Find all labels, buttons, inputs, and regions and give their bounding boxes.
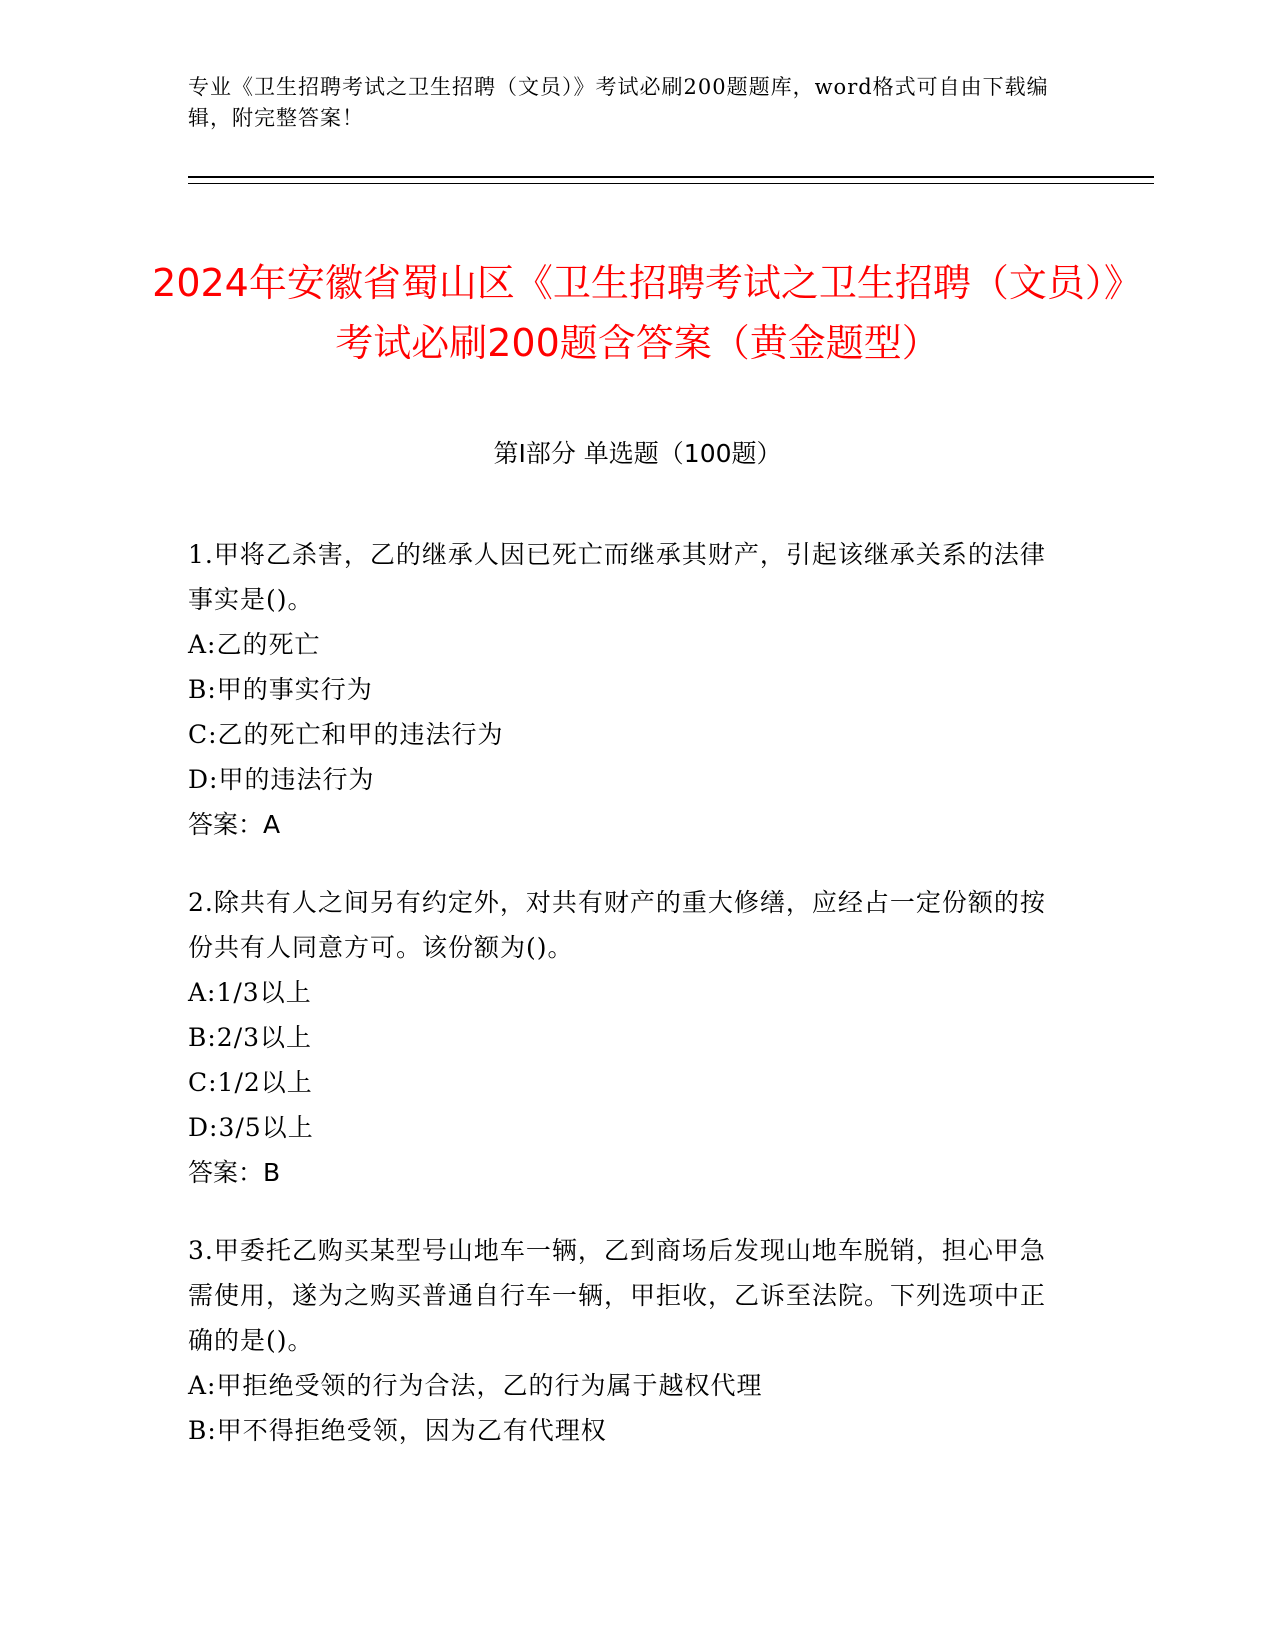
question-2 xyxy=(188,880,1068,1195)
option-c: C:1/2以上 xyxy=(188,1068,313,1097)
question-stem: 1.甲将乙杀害，乙的继承人因已死亡而继承其财产，引起该继承关系的法律事实是()。 xyxy=(188,540,1046,614)
question-3 xyxy=(188,1228,1068,1453)
option-a: A:乙的死亡 xyxy=(188,630,321,659)
answer-line: 答案：A xyxy=(188,810,281,839)
question-list xyxy=(188,532,1068,1486)
option-d: D:3/5以上 xyxy=(188,1113,314,1142)
question-stem: 3.甲委托乙购买某型号山地车一辆，乙到商场后发现山地车脱销，担心甲急需使用，遂为之购买普通自行车一辆，甲拒收，乙诉至法院。下列选项中正确的是()。 xyxy=(188,1236,1047,1355)
option-a: A:1/3以上 xyxy=(188,978,312,1007)
option-a: A:甲拒绝受领的行为合法，乙的行为属于越权代理 xyxy=(188,1371,763,1400)
option-c: C:乙的死亡和甲的违法行为 xyxy=(188,720,504,749)
question-stem: 2.除共有人之间另有约定外，对共有财产的重大修缮，应经占一定份额的按份共有人同意方可。该份额为()。 xyxy=(188,888,1046,962)
option-d: D:甲的违法行为 xyxy=(188,765,375,794)
answer-line: 答案：B xyxy=(188,1158,281,1187)
section-title: 第Ⅰ部分 单选题（100题） xyxy=(493,439,782,468)
option-b: B:甲的事实行为 xyxy=(188,675,373,704)
option-b: B:2/3以上 xyxy=(188,1023,313,1052)
question-1 xyxy=(188,532,1068,847)
header-divider-thin xyxy=(188,183,1154,184)
document-title: 2024年安徽省蜀山区《卫生招聘考试之卫生招聘（文员）》考试必刷200题含答案（黄金题型） xyxy=(152,261,1123,366)
header-note: 专业《卫生招聘考试之卫生招聘（文员）》考试必刷200题题库，word格式可自由下载编辑，附完整答案！ xyxy=(188,75,1049,130)
header-divider-thick xyxy=(188,176,1154,178)
option-b: B:甲不得拒绝受领，因为乙有代理权 xyxy=(188,1416,607,1445)
